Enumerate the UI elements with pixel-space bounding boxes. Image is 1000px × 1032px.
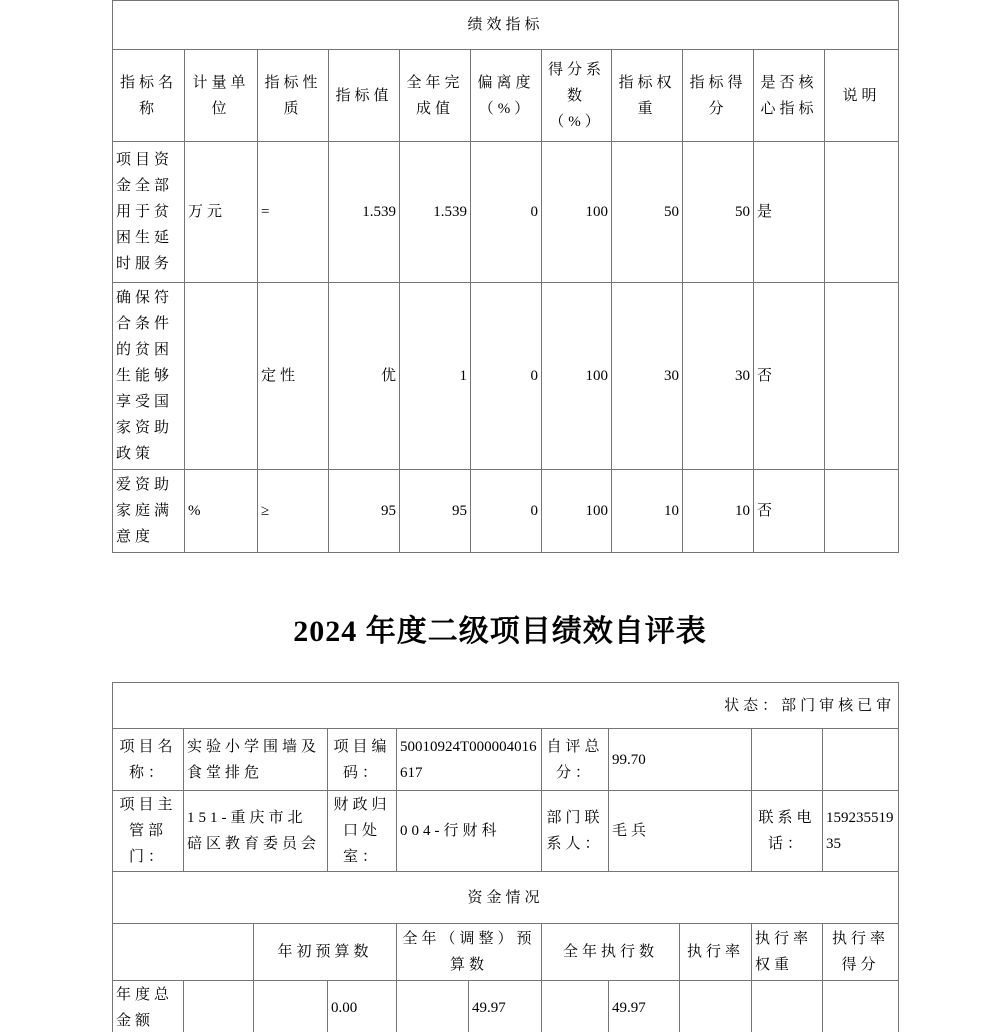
executed-value: 49.97 — [609, 981, 680, 1032]
funds-header-adjusted-budget: 全年（调整）预算数 — [397, 924, 542, 981]
score-cell: 10 — [683, 470, 754, 553]
funds-header-executed: 全年执行数 — [542, 924, 680, 981]
score-cell: 30 — [683, 283, 754, 470]
exec-rate-weight-value — [752, 981, 823, 1032]
col-header-core-indicator: 是否核心指标 — [754, 50, 825, 142]
coefficient-cell: 100 — [542, 470, 612, 553]
deviation-cell: 0 — [471, 470, 542, 553]
initial-budget-value: 0.00 — [328, 981, 397, 1032]
perf-section-title: 绩效指标 — [113, 1, 899, 50]
col-header-indicator-name: 指标名称 — [113, 50, 185, 142]
page-title: 2024 年度二级项目绩效自评表 — [293, 615, 707, 648]
col-header-score-coefficient: 得分系数（%） — [542, 50, 612, 142]
phone-label: 联系电话： — [752, 791, 823, 872]
core-indicator-cell: 否 — [754, 470, 825, 553]
perf-row-1 — [113, 142, 899, 283]
funds-header-row — [113, 924, 899, 981]
project-info-row-1 — [113, 729, 899, 791]
perf-row-2 — [113, 283, 899, 470]
col-header-weight: 指标权重 — [612, 50, 683, 142]
nature-cell: 定性 — [258, 283, 329, 470]
note-cell — [825, 142, 899, 283]
perf-row-3 — [113, 470, 899, 553]
finance-office-value: 004-行财科 — [397, 791, 542, 872]
self-score-value: 99.70 — [609, 729, 752, 791]
col-header-nature: 指标性质 — [258, 50, 329, 142]
completed-value-cell: 95 — [400, 470, 471, 553]
project-name-label: 项目名称： — [113, 729, 184, 791]
status-text: 状态：部门审核已审 — [113, 683, 899, 729]
funds-header-blank — [113, 924, 254, 981]
col-header-target-value: 指标值 — [329, 50, 400, 142]
note-cell — [825, 283, 899, 470]
contact-label: 部门联系人： — [542, 791, 609, 872]
funds-total-row — [113, 981, 899, 1032]
col-header-completed-value: 全年完成值 — [400, 50, 471, 142]
contact-value: 毛兵 — [609, 791, 752, 872]
project-code-label: 项目编码： — [328, 729, 397, 791]
project-info-row-2 — [113, 791, 899, 872]
self-evaluation-table — [112, 682, 899, 1032]
phone-value: 15923551935 — [823, 791, 899, 872]
col-header-score: 指标得分 — [683, 50, 754, 142]
coefficient-cell: 100 — [542, 283, 612, 470]
weight-cell: 10 — [612, 470, 683, 553]
deviation-cell: 0 — [471, 283, 542, 470]
target-value-cell: 优 — [329, 283, 400, 470]
perf-header-row — [113, 50, 899, 142]
target-value-cell: 1.539 — [329, 142, 400, 283]
exec-rate-score-value — [823, 981, 899, 1032]
target-value-cell: 95 — [329, 470, 400, 553]
exec-rate-value — [680, 981, 752, 1032]
nature-cell: ≥ — [258, 470, 329, 553]
completed-value-cell: 1 — [400, 283, 471, 470]
col-header-note: 说明 — [825, 50, 899, 142]
funds-header-initial-budget: 年初预算数 — [254, 924, 397, 981]
coefficient-cell: 100 — [542, 142, 612, 283]
unit-cell — [185, 283, 258, 470]
funds-empty-cell — [397, 981, 469, 1032]
funds-section-title: 资金情况 — [113, 872, 899, 924]
indicator-name-cell: 爱资助家庭满意度 — [113, 470, 185, 553]
performance-indicators-table — [112, 0, 899, 553]
note-cell — [825, 470, 899, 553]
funds-header-exec-rate-score: 执行率得分 — [823, 924, 899, 981]
unit-cell: 万元 — [185, 142, 258, 283]
col-header-deviation: 偏离度（%） — [471, 50, 542, 142]
dept-value: 151-重庆市北碚区教育委员会 — [184, 791, 328, 872]
col-header-unit: 计量单位 — [185, 50, 258, 142]
project-name-value: 实验小学围墙及食堂排危 — [184, 729, 328, 791]
core-indicator-cell: 否 — [754, 283, 825, 470]
info-empty-cell — [752, 729, 823, 791]
annual-total-label: 年度总金额 — [113, 981, 184, 1032]
weight-cell: 30 — [612, 283, 683, 470]
funds-header-exec-rate: 执行率 — [680, 924, 752, 981]
finance-office-label: 财政归口处室： — [328, 791, 397, 872]
unit-cell: % — [185, 470, 258, 553]
weight-cell: 50 — [612, 142, 683, 283]
core-indicator-cell: 是 — [754, 142, 825, 283]
adjusted-budget-value: 49.97 — [469, 981, 542, 1032]
deviation-cell: 0 — [471, 142, 542, 283]
score-cell: 50 — [683, 142, 754, 283]
project-code-value: 50010924T000004016617 — [397, 729, 542, 791]
dept-label: 项目主管部门： — [113, 791, 184, 872]
completed-value-cell: 1.539 — [400, 142, 471, 283]
nature-cell: = — [258, 142, 329, 283]
funds-empty-cell — [254, 981, 328, 1032]
info-empty-cell — [823, 729, 899, 791]
funds-empty-cell — [542, 981, 609, 1032]
indicator-name-cell: 确保符合条件的贫困生能够享受国家资助政策 — [113, 283, 185, 470]
indicator-name-cell: 项目资金全部用于贫困生延时服务 — [113, 142, 185, 283]
funds-empty-cell — [184, 981, 254, 1032]
self-score-label: 自评总分： — [542, 729, 609, 791]
funds-header-exec-rate-weight: 执行率权重 — [752, 924, 823, 981]
